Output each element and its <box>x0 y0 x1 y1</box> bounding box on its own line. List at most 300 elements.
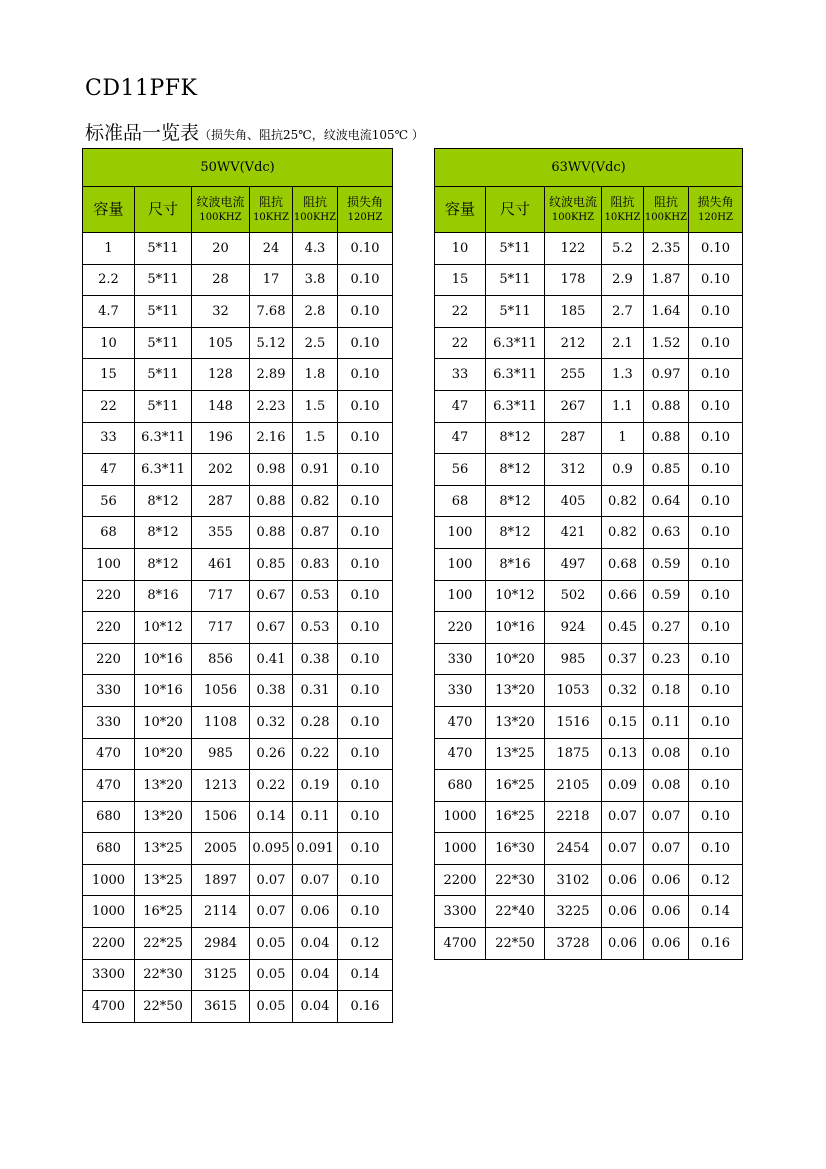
cell-size: 10*16 <box>486 612 545 644</box>
cell-impedance-10k: 0.67 <box>250 580 293 612</box>
cell-size: 22*50 <box>135 991 192 1023</box>
cell-capacity: 47 <box>435 390 486 422</box>
cell-ripple: 856 <box>192 643 250 675</box>
document-title: CD11PFK <box>85 76 198 101</box>
cell-loss-angle: 0.10 <box>689 422 743 454</box>
cell-impedance-10k: 0.88 <box>250 485 293 517</box>
cell-ripple: 355 <box>192 517 250 549</box>
cell-loss-angle: 0.10 <box>689 801 743 833</box>
table-row <box>435 801 743 833</box>
cell-size: 6.3*11 <box>135 454 192 486</box>
cell-loss-angle: 0.10 <box>689 233 743 265</box>
cell-impedance-100k: 0.63 <box>644 517 689 549</box>
cell-impedance-100k: 3.8 <box>293 264 338 296</box>
cell-ripple: 497 <box>545 548 602 580</box>
table-row <box>83 580 393 612</box>
cell-loss-angle: 0.10 <box>338 706 393 738</box>
cell-impedance-10k: 0.06 <box>602 928 644 960</box>
cell-loss-angle: 0.10 <box>689 359 743 391</box>
cell-impedance-10k: 0.82 <box>602 485 644 517</box>
cell-loss-angle: 0.10 <box>689 833 743 865</box>
cell-ripple: 1897 <box>192 864 250 896</box>
subtitle-main: 标准品一览表 <box>85 122 200 144</box>
cell-impedance-100k: 0.97 <box>644 359 689 391</box>
table-row <box>83 959 393 991</box>
cell-impedance-10k: 0.37 <box>602 643 644 675</box>
cell-loss-angle: 0.10 <box>338 264 393 296</box>
cell-impedance-100k: 2.35 <box>644 233 689 265</box>
cell-impedance-100k: 0.04 <box>293 991 338 1023</box>
cell-impedance-10k: 5.2 <box>602 233 644 265</box>
cell-capacity: 1000 <box>83 864 135 896</box>
cell-impedance-10k: 1.3 <box>602 359 644 391</box>
cell-impedance-100k: 0.91 <box>293 454 338 486</box>
table-row <box>435 233 743 265</box>
cell-size: 16*25 <box>486 770 545 802</box>
col-impedance-10k <box>250 187 293 233</box>
cell-size: 13*20 <box>135 770 192 802</box>
col-imp10k-unit: 10KHZ <box>253 211 289 223</box>
cell-loss-angle: 0.10 <box>689 327 743 359</box>
cell-loss-angle: 0.10 <box>338 833 393 865</box>
table-row <box>83 675 393 707</box>
cell-capacity: 220 <box>83 580 135 612</box>
cell-size: 10*20 <box>135 706 192 738</box>
spec-table-50wv <box>82 148 393 1023</box>
cell-impedance-100k: 0.88 <box>644 390 689 422</box>
subtitle-note: （损失角、阻抗25℃，纹波电流105℃ ） <box>199 128 424 142</box>
cell-ripple: 287 <box>545 422 602 454</box>
cell-loss-angle: 0.10 <box>338 233 393 265</box>
cell-loss-angle: 0.10 <box>689 264 743 296</box>
cell-size: 6.3*11 <box>135 422 192 454</box>
col-impedance-100k <box>644 187 689 233</box>
cell-loss-angle: 0.10 <box>338 454 393 486</box>
cell-capacity: 4700 <box>435 928 486 960</box>
col-loss-unit: 120HZ <box>698 211 733 223</box>
cell-impedance-100k: 0.88 <box>644 422 689 454</box>
cell-capacity: 2200 <box>83 928 135 960</box>
cell-impedance-100k: 0.07 <box>293 864 338 896</box>
cell-loss-angle: 0.10 <box>338 390 393 422</box>
cell-capacity: 100 <box>435 517 486 549</box>
cell-loss-angle: 0.10 <box>689 706 743 738</box>
cell-impedance-10k: 2.16 <box>250 422 293 454</box>
cell-loss-angle: 0.10 <box>338 359 393 391</box>
col-imp100k-unit: 100KHZ <box>293 211 337 223</box>
cell-size: 8*12 <box>486 422 545 454</box>
cell-ripple: 128 <box>192 359 250 391</box>
col-impedance-10k <box>602 187 644 233</box>
cell-impedance-100k: 0.38 <box>293 643 338 675</box>
cell-ripple: 212 <box>545 327 602 359</box>
cell-impedance-10k: 2.23 <box>250 390 293 422</box>
cell-impedance-10k: 17 <box>250 264 293 296</box>
cell-capacity: 3300 <box>83 959 135 991</box>
col-imp100k-label: 阻抗 <box>302 194 327 209</box>
cell-ripple: 421 <box>545 517 602 549</box>
cell-impedance-10k: 0.07 <box>250 864 293 896</box>
cell-impedance-100k: 1.5 <box>293 390 338 422</box>
cell-ripple: 461 <box>192 548 250 580</box>
cell-impedance-10k: 0.85 <box>250 548 293 580</box>
cell-capacity: 470 <box>83 770 135 802</box>
cell-ripple: 924 <box>545 612 602 644</box>
cell-impedance-100k: 0.31 <box>293 675 338 707</box>
cell-ripple: 985 <box>192 738 250 770</box>
cell-impedance-10k: 2.89 <box>250 359 293 391</box>
cell-size: 5*11 <box>135 264 192 296</box>
table-row <box>83 833 393 865</box>
document-subtitle <box>85 118 424 145</box>
cell-ripple: 2454 <box>545 833 602 865</box>
cell-size: 8*12 <box>135 548 192 580</box>
cell-loss-angle: 0.10 <box>689 643 743 675</box>
cell-impedance-100k: 0.22 <box>293 738 338 770</box>
cell-size: 22*50 <box>486 928 545 960</box>
cell-ripple: 3728 <box>545 928 602 960</box>
cell-size: 5*11 <box>486 233 545 265</box>
table-row <box>83 770 393 802</box>
voltage-header: 63WV(Vdc) <box>435 149 743 187</box>
cell-loss-angle: 0.10 <box>689 390 743 422</box>
cell-capacity: 33 <box>83 422 135 454</box>
cell-impedance-10k: 0.38 <box>250 675 293 707</box>
cell-impedance-100k: 1.87 <box>644 264 689 296</box>
table-row <box>83 233 393 265</box>
table-row <box>435 580 743 612</box>
cell-capacity: 330 <box>435 643 486 675</box>
cell-impedance-10k: 0.14 <box>250 801 293 833</box>
cell-ripple: 196 <box>192 422 250 454</box>
cell-size: 10*16 <box>135 675 192 707</box>
cell-loss-angle: 0.10 <box>689 517 743 549</box>
table-row <box>83 612 393 644</box>
cell-capacity: 330 <box>435 675 486 707</box>
cell-impedance-10k: 0.06 <box>602 864 644 896</box>
cell-capacity: 4.7 <box>83 296 135 328</box>
table-row <box>435 359 743 391</box>
cell-loss-angle: 0.10 <box>338 896 393 928</box>
cell-impedance-100k: 0.11 <box>293 801 338 833</box>
table-row <box>435 548 743 580</box>
table-row <box>435 454 743 486</box>
cell-impedance-100k: 0.07 <box>644 801 689 833</box>
table-row <box>83 643 393 675</box>
table-row <box>83 706 393 738</box>
table-body <box>435 233 743 960</box>
cell-size: 8*12 <box>486 454 545 486</box>
cell-impedance-100k: 0.23 <box>644 643 689 675</box>
cell-ripple: 105 <box>192 327 250 359</box>
cell-loss-angle: 0.10 <box>689 770 743 802</box>
cell-size: 5*11 <box>135 390 192 422</box>
cell-impedance-100k: 0.08 <box>644 770 689 802</box>
table-row <box>83 390 393 422</box>
col-imp10k-label: 阻抗 <box>258 194 283 209</box>
table-row <box>435 833 743 865</box>
cell-capacity: 10 <box>83 327 135 359</box>
cell-impedance-100k: 2.8 <box>293 296 338 328</box>
cell-capacity: 22 <box>435 296 486 328</box>
cell-impedance-100k: 0.59 <box>644 580 689 612</box>
col-ripple-unit: 100KHZ <box>551 211 595 223</box>
cell-capacity: 100 <box>83 548 135 580</box>
cell-ripple: 1108 <box>192 706 250 738</box>
cell-impedance-100k: 1.64 <box>644 296 689 328</box>
table-row <box>435 738 743 770</box>
col-size: 尺寸 <box>135 187 192 233</box>
cell-capacity: 1000 <box>435 833 486 865</box>
cell-impedance-100k: 0.06 <box>644 864 689 896</box>
cell-impedance-100k: 0.18 <box>644 675 689 707</box>
cell-impedance-10k: 1.1 <box>602 390 644 422</box>
cell-impedance-10k: 2.7 <box>602 296 644 328</box>
cell-loss-angle: 0.10 <box>338 548 393 580</box>
cell-capacity: 22 <box>435 327 486 359</box>
table-row <box>83 896 393 928</box>
cell-ripple: 3225 <box>545 896 602 928</box>
cell-capacity: 22 <box>83 390 135 422</box>
cell-impedance-100k: 0.64 <box>644 485 689 517</box>
cell-loss-angle: 0.10 <box>689 548 743 580</box>
col-ripple <box>192 187 250 233</box>
cell-ripple: 2105 <box>545 770 602 802</box>
cell-impedance-100k: 0.87 <box>293 517 338 549</box>
cell-size: 13*25 <box>135 833 192 865</box>
cell-impedance-100k: 0.06 <box>293 896 338 928</box>
cell-loss-angle: 0.10 <box>338 612 393 644</box>
table-row <box>435 706 743 738</box>
table-row <box>435 643 743 675</box>
cell-impedance-100k: 4.3 <box>293 233 338 265</box>
cell-impedance-10k: 2.9 <box>602 264 644 296</box>
col-loss-angle <box>338 187 393 233</box>
table-row <box>83 738 393 770</box>
cell-impedance-100k: 0.27 <box>644 612 689 644</box>
cell-size: 13*20 <box>486 706 545 738</box>
col-imp100k-label: 阻抗 <box>653 194 678 209</box>
cell-loss-angle: 0.10 <box>338 422 393 454</box>
cell-impedance-10k: 0.05 <box>250 928 293 960</box>
cell-size: 13*20 <box>135 801 192 833</box>
cell-ripple: 255 <box>545 359 602 391</box>
table-row <box>83 454 393 486</box>
table-row <box>435 896 743 928</box>
cell-impedance-10k: 0.06 <box>602 896 644 928</box>
cell-impedance-10k: 0.07 <box>602 801 644 833</box>
cell-ripple: 1213 <box>192 770 250 802</box>
cell-loss-angle: 0.10 <box>338 643 393 675</box>
voltage-header: 50WV(Vdc) <box>83 149 393 187</box>
col-size: 尺寸 <box>486 187 545 233</box>
cell-impedance-100k: 0.06 <box>644 896 689 928</box>
cell-impedance-100k: 1.8 <box>293 359 338 391</box>
cell-impedance-100k: 0.04 <box>293 928 338 960</box>
cell-loss-angle: 0.10 <box>338 580 393 612</box>
cell-impedance-10k: 0.13 <box>602 738 644 770</box>
cell-impedance-100k: 0.82 <box>293 485 338 517</box>
cell-loss-angle: 0.10 <box>338 485 393 517</box>
spec-table-63wv <box>434 148 743 960</box>
cell-impedance-10k: 0.68 <box>602 548 644 580</box>
cell-size: 10*12 <box>486 580 545 612</box>
cell-size: 13*25 <box>135 864 192 896</box>
cell-impedance-100k: 2.5 <box>293 327 338 359</box>
cell-ripple: 28 <box>192 264 250 296</box>
cell-capacity: 220 <box>83 643 135 675</box>
cell-size: 16*25 <box>486 801 545 833</box>
table-row <box>83 359 393 391</box>
col-imp10k-label: 阻抗 <box>610 194 635 209</box>
cell-loss-angle: 0.14 <box>689 896 743 928</box>
col-loss-label: 损失角 <box>697 194 734 209</box>
cell-impedance-100k: 1.52 <box>644 327 689 359</box>
cell-loss-angle: 0.10 <box>689 454 743 486</box>
table-row <box>435 485 743 517</box>
cell-size: 6.3*11 <box>486 390 545 422</box>
col-loss-label: 损失角 <box>347 194 384 209</box>
cell-impedance-10k: 2.1 <box>602 327 644 359</box>
table-row <box>435 264 743 296</box>
cell-ripple: 2984 <box>192 928 250 960</box>
cell-size: 10*12 <box>135 612 192 644</box>
cell-loss-angle: 0.12 <box>689 864 743 896</box>
cell-impedance-10k: 0.88 <box>250 517 293 549</box>
cell-impedance-10k: 0.26 <box>250 738 293 770</box>
table-row <box>83 864 393 896</box>
cell-loss-angle: 0.10 <box>689 738 743 770</box>
cell-capacity: 56 <box>435 454 486 486</box>
cell-ripple: 202 <box>192 454 250 486</box>
cell-ripple: 2218 <box>545 801 602 833</box>
cell-capacity: 10 <box>435 233 486 265</box>
table-row <box>435 422 743 454</box>
cell-size: 8*16 <box>135 580 192 612</box>
cell-size: 22*40 <box>486 896 545 928</box>
cell-capacity: 68 <box>435 485 486 517</box>
cell-impedance-10k: 1 <box>602 422 644 454</box>
cell-capacity: 2.2 <box>83 264 135 296</box>
cell-impedance-10k: 0.32 <box>250 706 293 738</box>
table-row <box>435 327 743 359</box>
cell-size: 5*11 <box>135 327 192 359</box>
cell-loss-angle: 0.12 <box>338 928 393 960</box>
cell-size: 16*25 <box>135 896 192 928</box>
cell-loss-angle: 0.10 <box>689 485 743 517</box>
cell-capacity: 47 <box>83 454 135 486</box>
cell-loss-angle: 0.10 <box>689 612 743 644</box>
col-loss-angle <box>689 187 743 233</box>
cell-size: 5*11 <box>135 233 192 265</box>
cell-loss-angle: 0.10 <box>689 675 743 707</box>
cell-ripple: 717 <box>192 612 250 644</box>
col-ripple-unit: 100KHZ <box>199 211 242 223</box>
cell-ripple: 717 <box>192 580 250 612</box>
cell-impedance-100k: 0.07 <box>644 833 689 865</box>
cell-impedance-10k: 0.67 <box>250 612 293 644</box>
cell-ripple: 2005 <box>192 833 250 865</box>
cell-size: 8*12 <box>135 517 192 549</box>
cell-impedance-100k: 1.5 <box>293 422 338 454</box>
table-row <box>83 422 393 454</box>
cell-loss-angle: 0.10 <box>338 738 393 770</box>
cell-impedance-10k: 0.32 <box>602 675 644 707</box>
cell-loss-angle: 0.10 <box>338 517 393 549</box>
cell-ripple: 1875 <box>545 738 602 770</box>
cell-ripple: 1516 <box>545 706 602 738</box>
cell-capacity: 470 <box>83 738 135 770</box>
table-row <box>435 517 743 549</box>
cell-size: 6.3*11 <box>486 327 545 359</box>
cell-ripple: 502 <box>545 580 602 612</box>
cell-impedance-10k: 0.07 <box>602 833 644 865</box>
cell-capacity: 4700 <box>83 991 135 1023</box>
table-row <box>435 928 743 960</box>
cell-ripple: 1053 <box>545 675 602 707</box>
cell-capacity: 56 <box>83 485 135 517</box>
cell-impedance-100k: 0.04 <box>293 959 338 991</box>
cell-impedance-10k: 0.66 <box>602 580 644 612</box>
cell-size: 8*12 <box>486 485 545 517</box>
cell-impedance-10k: 0.98 <box>250 454 293 486</box>
cell-capacity: 220 <box>83 612 135 644</box>
cell-size: 22*25 <box>135 928 192 960</box>
cell-capacity: 3300 <box>435 896 486 928</box>
cell-size: 22*30 <box>135 959 192 991</box>
cell-loss-angle: 0.10 <box>338 675 393 707</box>
table-row <box>435 864 743 896</box>
cell-impedance-100k: 0.28 <box>293 706 338 738</box>
cell-size: 13*25 <box>486 738 545 770</box>
cell-size: 16*30 <box>486 833 545 865</box>
cell-impedance-100k: 0.53 <box>293 612 338 644</box>
cell-capacity: 15 <box>435 264 486 296</box>
cell-ripple: 20 <box>192 233 250 265</box>
cell-impedance-100k: 0.091 <box>293 833 338 865</box>
cell-impedance-100k: 0.59 <box>644 548 689 580</box>
cell-impedance-100k: 0.19 <box>293 770 338 802</box>
cell-capacity: 470 <box>435 706 486 738</box>
table-row <box>83 801 393 833</box>
cell-impedance-10k: 24 <box>250 233 293 265</box>
cell-loss-angle: 0.10 <box>338 327 393 359</box>
col-imp10k-unit: 10KHZ <box>604 211 641 223</box>
cell-capacity: 1000 <box>83 896 135 928</box>
cell-loss-angle: 0.10 <box>338 770 393 802</box>
cell-impedance-10k: 0.15 <box>602 706 644 738</box>
table-body <box>83 233 393 1023</box>
cell-capacity: 15 <box>83 359 135 391</box>
cell-impedance-100k: 0.11 <box>644 706 689 738</box>
cell-size: 8*16 <box>486 548 545 580</box>
cell-capacity: 100 <box>435 548 486 580</box>
col-capacity: 容量 <box>83 187 135 233</box>
cell-capacity: 100 <box>435 580 486 612</box>
cell-size: 5*11 <box>135 296 192 328</box>
cell-impedance-10k: 0.05 <box>250 959 293 991</box>
table-row <box>83 264 393 296</box>
cell-impedance-10k: 0.09 <box>602 770 644 802</box>
cell-impedance-100k: 0.06 <box>644 928 689 960</box>
cell-capacity: 1000 <box>435 801 486 833</box>
cell-ripple: 185 <box>545 296 602 328</box>
cell-size: 22*30 <box>486 864 545 896</box>
table-row <box>435 675 743 707</box>
table-row <box>435 390 743 422</box>
cell-impedance-100k: 0.83 <box>293 548 338 580</box>
col-impedance-100k <box>293 187 338 233</box>
